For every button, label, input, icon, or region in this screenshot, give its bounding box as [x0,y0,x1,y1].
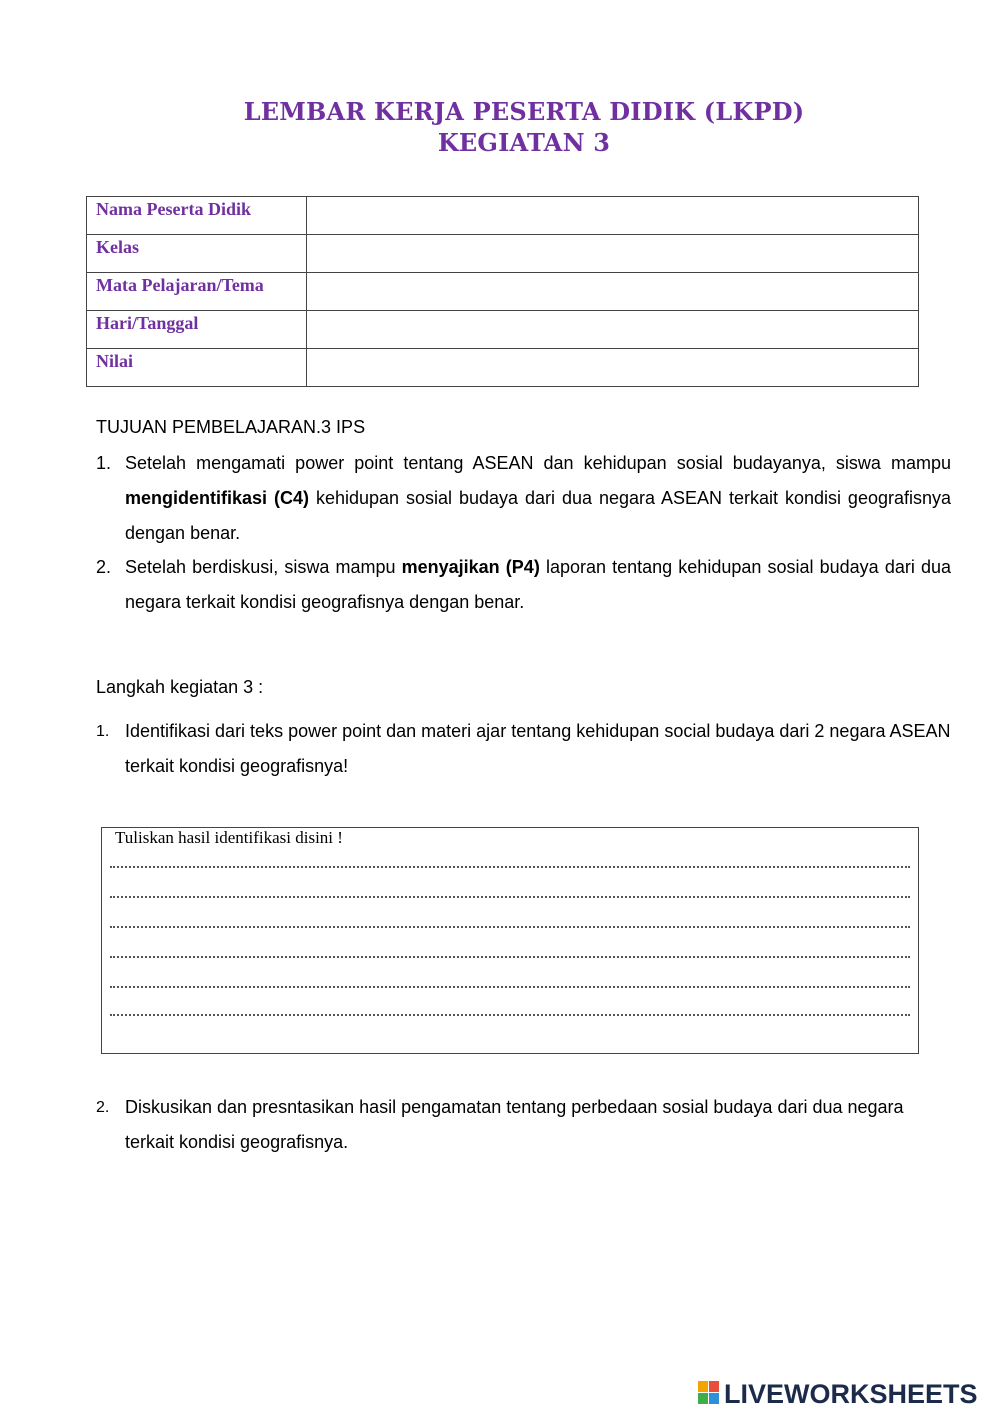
info-label-class: Kelas [87,235,307,273]
objective-item-2 [96,550,951,620]
objective-keyword: mengidentifikasi (C4) [125,488,309,508]
info-input-score[interactable] [307,349,919,387]
objective-text: kehidupan sosial budaya dari dua negara ASEAN terkait kondisi geografisnya dengan benar. [125,488,951,543]
objective-keyword: menyajikan (P4) [401,557,540,577]
table-row [87,235,919,273]
objectives-heading: TUJUAN PEMBELAJARAN.3 IPS [96,417,366,437]
answer-line[interactable] [110,972,910,988]
step-text: Diskusikan dan presntasikan hasil pengamatan tentang perbedaan sosial budaya dari dua negara terkait kondisi geografisnya. [125,1097,904,1152]
info-label-date: Hari/Tanggal [87,311,307,349]
step-text: Identifikasi dari teks power point dan materi ajar tentang kehidupan social budaya dari 2 negara ASEAN terkait kondisi geografisnya! [125,721,951,776]
answer-line[interactable] [110,882,910,898]
table-row [87,197,919,235]
info-label-subject: Mata Pelajaran/Tema [87,273,307,311]
answer-line[interactable] [110,852,910,868]
objective-item-1 [96,446,951,551]
step-number: 1. [96,723,110,740]
info-input-name[interactable] [307,197,919,235]
answer-line[interactable] [110,1000,910,1016]
objective-number: 2. [96,557,112,577]
info-label-name: Nama Peserta Didik [87,197,307,235]
answer-prompt: Tuliskan hasil identifikasi disini ! [115,828,343,847]
table-row [87,273,919,311]
info-label-score: Nilai [87,349,307,387]
table-row [87,349,919,387]
step-number: 2. [96,1099,110,1116]
steps-heading: Langkah kegiatan 3 : [96,677,264,697]
page-title: LEMBAR KERJA PESERTA DIDIK (LKPD) [243,97,805,126]
student-info-table [86,196,919,387]
step-item-1 [96,714,951,784]
answer-line[interactable] [110,942,910,958]
liveworksheets-icon [698,1381,720,1405]
step-item-2 [96,1090,951,1160]
objective-text: Setelah mengamati power point tentang ASEAN dan kehidupan sosial budayanya, siswa mampu [125,453,951,473]
objective-number: 1. [96,453,112,473]
brand-name: LIVEWORKSHEETS [724,1379,978,1409]
info-input-subject[interactable] [307,273,919,311]
identification-answer-box[interactable] [101,827,919,1054]
objective-text: Setelah berdiskusi, siswa mampu [125,557,402,577]
info-input-date[interactable] [307,311,919,349]
page-subtitle: KEGIATAN 3 [437,128,611,157]
info-input-class[interactable] [307,235,919,273]
answer-line[interactable] [110,912,910,928]
objective-text: laporan tentang kehidupan sosial budaya dari dua negara terkait kondisi geografisnya dengan benar. [125,557,951,612]
table-row [87,311,919,349]
